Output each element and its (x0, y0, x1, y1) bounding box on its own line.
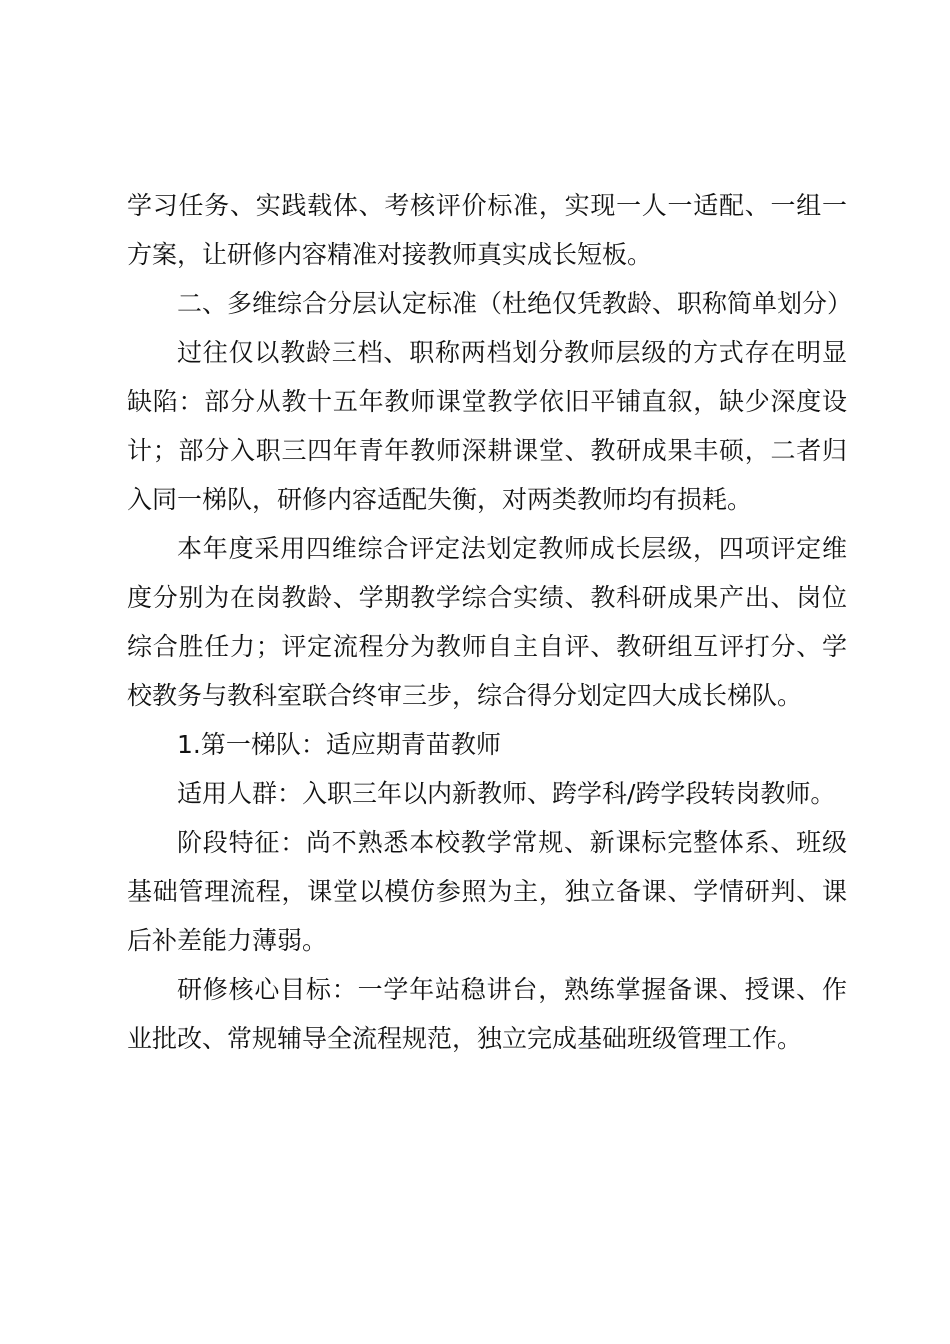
paragraph-core-goal: 研修核心目标：一学年站稳讲台，熟练掌握备课、授课、作业批改、常规辅导全流程规范，独立完成基础班级管理工作。 (127, 975, 847, 1053)
paragraph-past-method: 过往仅以教龄三档、职称两档划分教师层级的方式存在明显缺陷：部分从教十五年教师课堂教学依旧平铺直叙，缺少深度设计；部分入职三四年青年教师深耕课堂、教研成果丰硕，二者归入同一梯队，研修内容适配失衡，对两类教师均有损耗。 (127, 338, 847, 514)
paragraph-continuation: 学习任务、实践载体、考核评价标准，实现一人一适配、一组一方案，让研修内容精准对接教师真实成长短板。 (127, 191, 847, 269)
section-heading: 二、多维综合分层认定标准（杜绝仅凭教龄、职称简单划分） (177, 289, 853, 318)
document-body (127, 181, 853, 1063)
subsection-heading: 1.第一梯队：适应期青苗教师 (177, 730, 501, 759)
paragraph-target-group: 适用人群：入职三年以内新教师、跨学科/跨学段转岗教师。 (177, 779, 836, 808)
paragraph-stage-features: 阶段特征：尚不熟悉本校教学常规、新课标完整体系、班级基础管理流程，课堂以模仿参照为主，独立备课、学情研判、课后补差能力薄弱。 (127, 828, 847, 955)
paragraph-current-method: 本年度采用四维综合评定法划定教师成长层级，四项评定维度分别为在岗教龄、学期教学综合实绩、教科研成果产出、岗位综合胜任力；评定流程分为教师自主自评、教研组互评打分、学校教务与教科室联合终审三步，综合得分划定四大成长梯队。 (127, 534, 847, 710)
